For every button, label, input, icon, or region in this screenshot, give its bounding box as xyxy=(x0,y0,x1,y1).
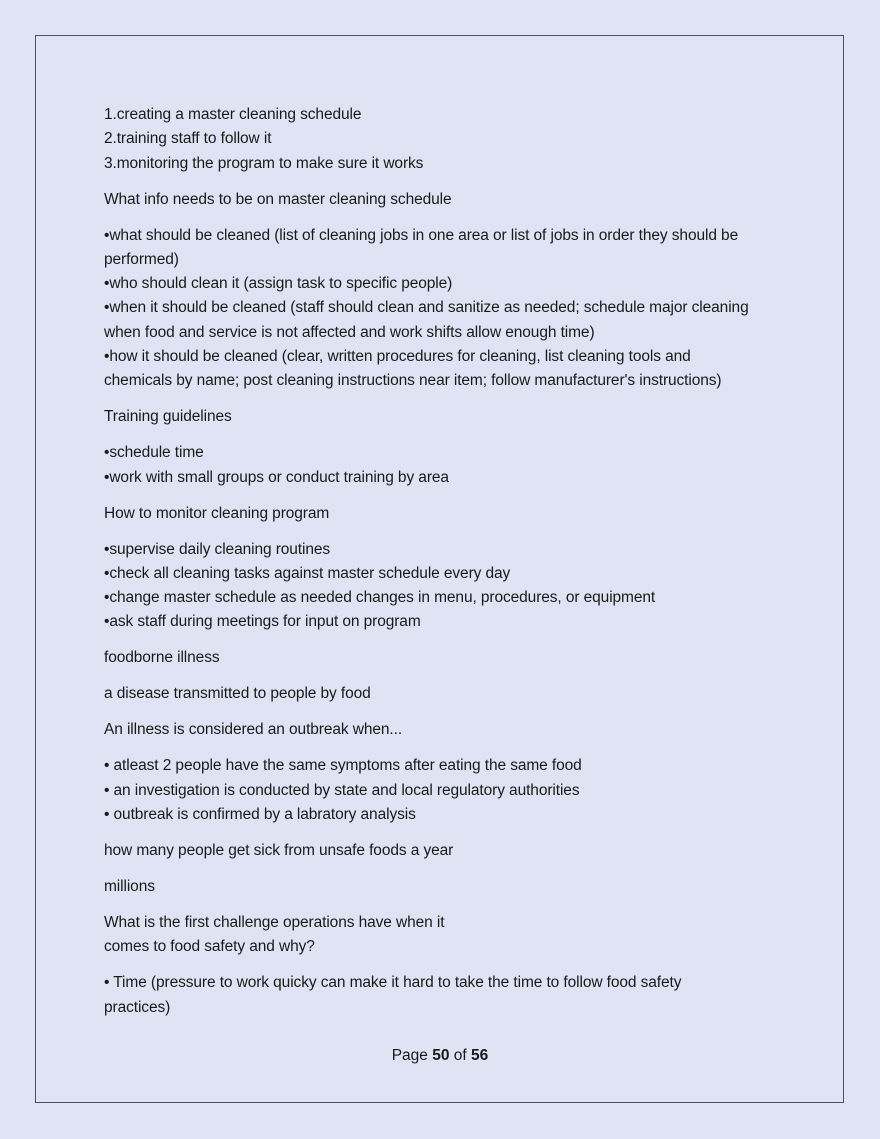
text-line: •who should clean it (assign task to specific people) xyxy=(104,275,453,293)
text-line: • outbreak is confirmed by a labratory analysis xyxy=(104,806,416,823)
text-line: What info needs to be on master cleaning schedule xyxy=(104,190,452,208)
text-line: What is the first challenge operations have when it xyxy=(104,913,445,931)
text-line: •how it should be cleaned (clear, written procedures for cleaning, list cleaning tools and xyxy=(104,348,691,366)
text-line: •what should be cleaned (list of cleaning jobs in one area or list of jobs in order they should be xyxy=(104,226,739,244)
paragraph-block xyxy=(104,188,784,212)
paragraph-block xyxy=(104,405,784,429)
text-line: • an investigation is conducted by state and local regulatory authorities xyxy=(104,781,580,799)
text-line: Training guidelines xyxy=(104,408,232,426)
text-line: •when it should be cleaned (staff should clean and sanitize as needed; schedule major cleaning xyxy=(104,299,749,317)
text-line: How to monitor cleaning program xyxy=(104,504,330,522)
total-pages-number: 56 xyxy=(471,1047,489,1064)
text-line: •check all cleaning tasks against master schedule every day xyxy=(104,564,511,582)
paragraph-block xyxy=(104,971,784,1020)
paragraph-block xyxy=(104,646,784,670)
text-line: 1.creating a master cleaning schedule xyxy=(104,106,362,123)
paragraph-block xyxy=(104,682,784,706)
text-line: how many people get sick from unsafe foods a year xyxy=(104,841,454,859)
text-line: 2.training staff to follow it xyxy=(104,130,272,148)
text-line: chemicals by name; post cleaning instructions near item; follow manufacturer's instructions) xyxy=(104,372,722,390)
text-line: • atleast 2 people have the same symptoms after eating the same food xyxy=(104,757,582,775)
page-footer xyxy=(0,1044,880,1068)
text-line: •change master schedule as needed changes in menu, procedures, or equipment xyxy=(104,589,656,607)
text-line: comes to food safety and why? xyxy=(104,938,315,956)
of-label: of xyxy=(453,1047,467,1064)
paragraph-block xyxy=(104,839,784,863)
paragraph-block xyxy=(104,911,784,960)
document-body xyxy=(104,103,784,1032)
paragraph-block xyxy=(104,538,784,635)
current-page-number: 50 xyxy=(432,1047,450,1064)
text-line: performed) xyxy=(104,250,179,268)
paragraph-block xyxy=(104,224,784,394)
paragraph-block xyxy=(104,441,784,490)
text-line: practices) xyxy=(104,998,171,1016)
text-line: •schedule time xyxy=(104,444,204,462)
text-line: 3.monitoring the program to make sure it works xyxy=(104,154,424,172)
text-line: •supervise daily cleaning routines xyxy=(104,540,331,558)
text-line: • Time (pressure to work quicky can make it hard to take the time to follow food safety xyxy=(104,974,682,992)
paragraph-block xyxy=(104,103,784,176)
text-line: a disease transmitted to people by food xyxy=(104,685,371,703)
text-line: foodborne illness xyxy=(104,649,220,667)
text-line: when food and service is not affected and work shifts allow enough time) xyxy=(104,323,595,341)
text-line: •work with small groups or conduct training by area xyxy=(104,468,449,486)
paragraph-block xyxy=(104,718,784,742)
text-line: An illness is considered an outbreak when... xyxy=(104,721,403,739)
text-line: millions xyxy=(104,877,155,895)
text-line: •ask staff during meetings for input on program xyxy=(104,613,421,631)
paragraph-block xyxy=(104,754,784,827)
page-label: Page xyxy=(391,1047,428,1064)
paragraph-block xyxy=(104,502,784,526)
paragraph-block xyxy=(104,875,784,899)
